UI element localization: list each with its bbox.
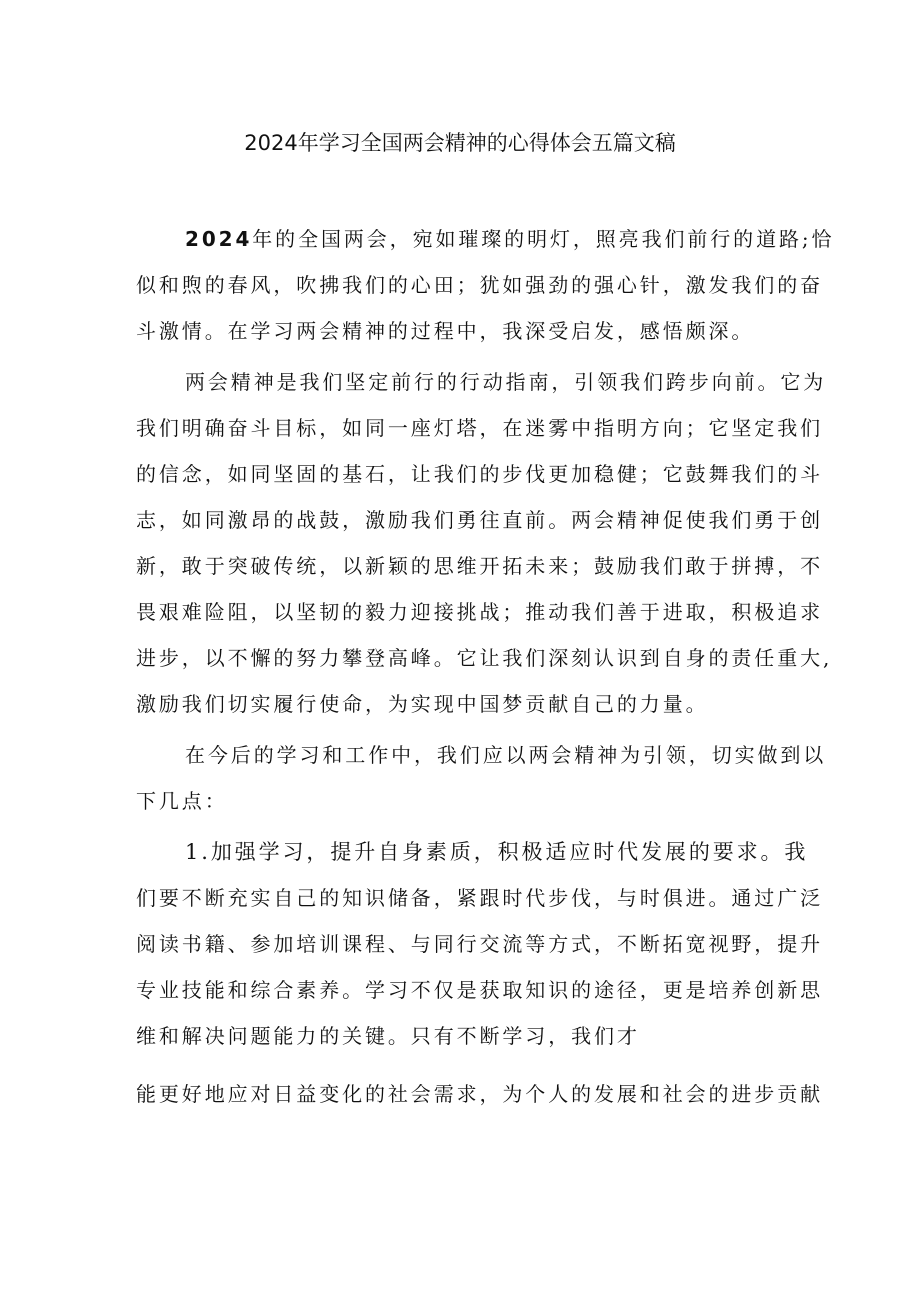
paragraph-2-line-6: 畏艰难险阻，以坚韧的毅力迎接挑战；推动我们善于进取，积极追求 [136, 600, 823, 624]
paragraph-4-line-4: 专业技能和综合素养。学习不仅是获取知识的途径，更是培养创新思 [136, 978, 823, 1002]
document-title: 2024年学习全国两会精神的心得体会五篇文稿 [244, 131, 676, 155]
paragraph-4-line-5: 维和解决问题能力的关键。只有不断学习，我们才 [136, 1024, 640, 1048]
paragraph-4-line-6: 能更好地应对日益变化的社会需求，为个人的发展和社会的进步贡献 [136, 1082, 823, 1106]
paragraph-1-line-1-text: 年的全国两会，宛如璀璨的明灯，照亮我们前行的道路;恰 [252, 227, 835, 251]
paragraph-1-line-3: 斗激情。在学习两会精神的过程中，我深受启发，感悟颇深。 [136, 319, 755, 343]
paragraph-2-line-7: 进步，以不懈的努力攀登高峰。它让我们深刻认识到自身的责任重大, [136, 646, 833, 670]
paragraph-2-line-5: 新，敢于突破传统，以新颖的思维开拓未来；鼓励我们敢于拼搏，不 [136, 554, 823, 578]
paragraph-2-line-2: 我们明确奋斗目标，如同一座灯塔，在迷雾中指明方向；它坚定我们 [136, 416, 823, 440]
paragraph-4-line-3: 阅读书籍、参加培训课程、与同行交流等方式，不断拓宽视野，提升 [136, 932, 823, 956]
paragraph-1-line-2: 似和煦的春风，吹拂我们的心田；犹如强劲的强心针，激发我们的奋 [136, 273, 823, 297]
paragraph-4-line-1: 1.加强学习，提升自身素质，积极适应时代发展的要求。我 [185, 840, 809, 864]
paragraph-3-line-1: 在今后的学习和工作中，我们应以两会精神为引领，切实做到以 [185, 743, 827, 767]
year-number: 2024 [185, 227, 253, 251]
paragraph-3-line-2: 下几点： [136, 789, 228, 813]
paragraph-2-line-3: 的信念，如同坚固的基石，让我们的步伐更加稳健；它鼓舞我们的斗 [136, 462, 823, 486]
paragraph-1-line-1 [185, 224, 834, 254]
paragraph-2-line-4: 志，如同激昂的战鼓，激励我们勇往直前。两会精神促使我们勇于创 [136, 508, 823, 532]
paragraph-2-line-8: 激励我们切实履行使命，为实现中国梦贡献自己的力量。 [136, 692, 709, 716]
paragraph-4-line-2: 们要不断充实自己的知识储备，紧跟时代步伐，与时俱进。通过广泛 [136, 886, 823, 910]
paragraph-2-line-1: 两会精神是我们坚定前行的行动指南，引领我们跨步向前。它为 [185, 370, 827, 394]
